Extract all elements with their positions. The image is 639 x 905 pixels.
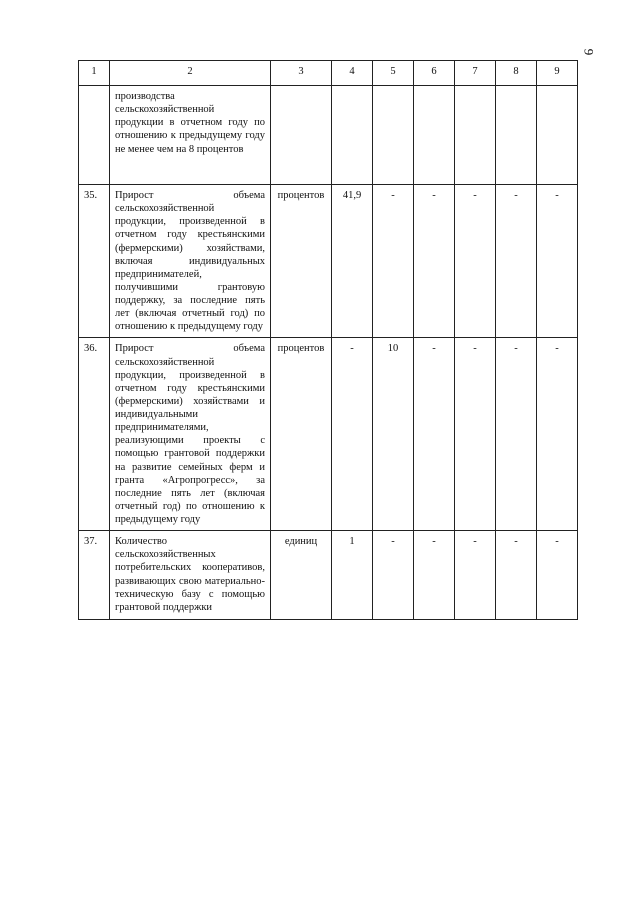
table-row	[79, 531, 578, 620]
value-cell-7: -	[455, 185, 496, 338]
row-number: 37.	[79, 531, 110, 620]
value-cell-9	[537, 86, 578, 185]
value-cell-9: -	[537, 531, 578, 620]
indicator-name: Прирост объема сельскохозяйственной продукции, произведенной в отчетном году крестьянскими (фермерскими) хозяйствами, включая индивидуальных предпринимателей, получившими грантовую поддержку, за последние пять лет (включая отчетный год) по отношению к предыдущему году	[110, 185, 271, 338]
unit-cell: единиц	[271, 531, 332, 620]
value-cell-4	[332, 86, 373, 185]
unit-cell: процентов	[271, 185, 332, 338]
column-header-5: 5	[373, 61, 414, 86]
value-cell-7: -	[455, 338, 496, 531]
value-cell-6	[414, 86, 455, 185]
value-cell-4: -	[332, 338, 373, 531]
indicator-name: производства сельскохозяйственной продукции в отчетном году по отношению к предыдущему году не менее чем на 8 процентов	[110, 86, 271, 185]
column-header-6: 6	[414, 61, 455, 86]
column-header-2: 2	[110, 61, 271, 86]
table-header-row	[79, 61, 578, 86]
column-header-8: 8	[496, 61, 537, 86]
table-row	[79, 185, 578, 338]
unit-cell	[271, 86, 332, 185]
value-cell-8	[496, 86, 537, 185]
value-cell-5: 10	[373, 338, 414, 531]
value-cell-5: -	[373, 185, 414, 338]
column-header-4: 4	[332, 61, 373, 86]
column-header-9: 9	[537, 61, 578, 86]
value-cell-8: -	[496, 185, 537, 338]
column-header-1: 1	[79, 61, 110, 86]
column-header-7: 7	[455, 61, 496, 86]
value-cell-6: -	[414, 338, 455, 531]
value-cell-9: -	[537, 185, 578, 338]
value-cell-7: -	[455, 531, 496, 620]
value-cell-5: -	[373, 531, 414, 620]
indicator-name: Прирост объема сельскохозяйственной продукции, произведенной в отчетном году крестьянскими (фермерскими) хозяйствами и индивидуальными предпринимателями, реализующими проекты с помощью грантовой поддержки на развитие семейных ферм и гранта «Агропрогресс», за последние пять лет (включая отчетный год) по отношению к предыдущему году	[110, 338, 271, 531]
indicators-table	[78, 60, 578, 620]
column-header-3: 3	[271, 61, 332, 86]
indicator-name: Количество сельскохозяйственных потребительских кооперативов, развивающих свою материально-техническую базу с помощью грантовой поддержки	[110, 531, 271, 620]
table-row	[79, 338, 578, 531]
value-cell-6: -	[414, 531, 455, 620]
row-number: 36.	[79, 338, 110, 531]
value-cell-8: -	[496, 338, 537, 531]
value-cell-4: 41,9	[332, 185, 373, 338]
row-number: 35.	[79, 185, 110, 338]
unit-cell: процентов	[271, 338, 332, 531]
row-number	[79, 86, 110, 185]
value-cell-7	[455, 86, 496, 185]
value-cell-4: 1	[332, 531, 373, 620]
value-cell-5	[373, 86, 414, 185]
page-number: 9	[580, 48, 596, 56]
value-cell-8: -	[496, 531, 537, 620]
value-cell-9: -	[537, 338, 578, 531]
table-row	[79, 86, 578, 185]
value-cell-6: -	[414, 185, 455, 338]
